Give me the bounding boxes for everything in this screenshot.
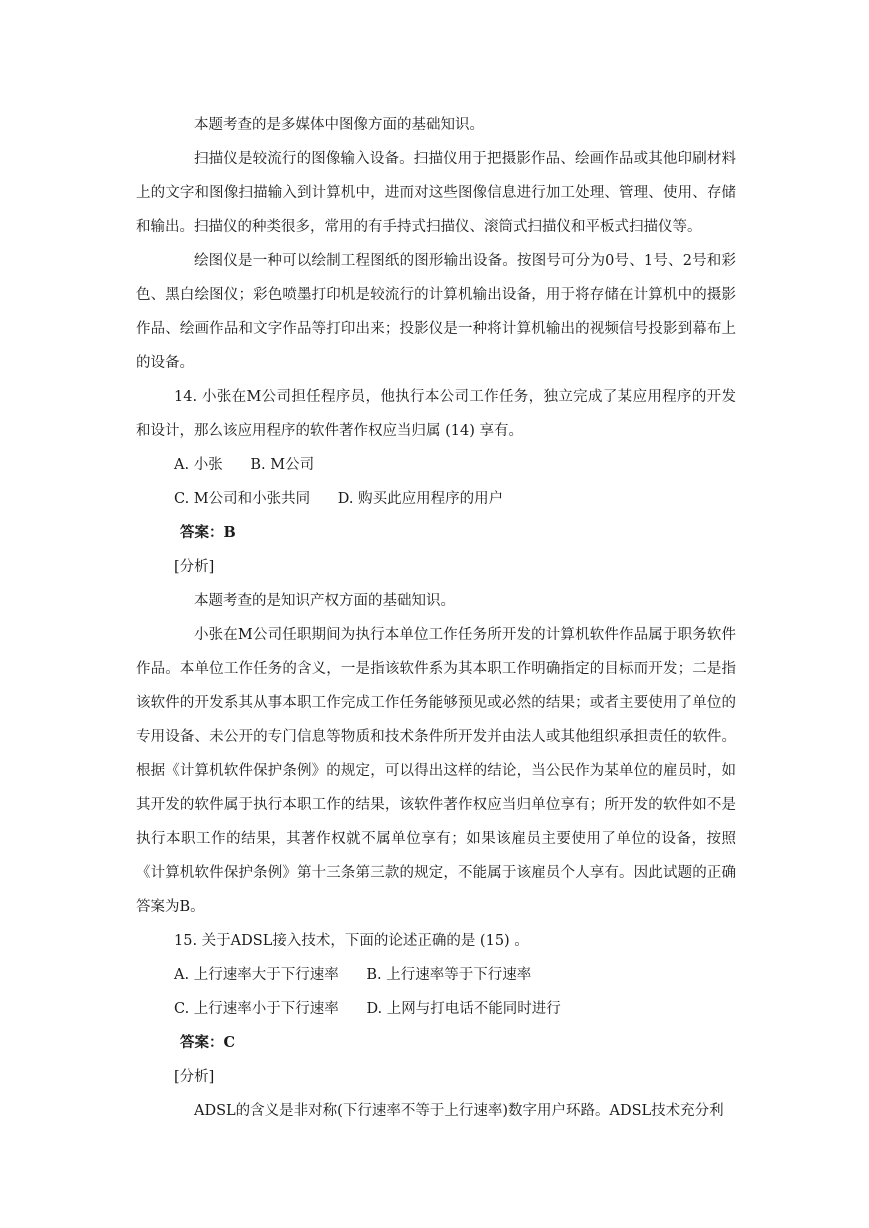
question-15-options-cd: C. 上行速率小于下行速率 D. 上网与打电话不能同时进行 bbox=[174, 1001, 561, 1017]
question-15-options-ab: A. 上行速率大于下行速率 B. 上行速率等于下行速率 bbox=[174, 967, 532, 983]
question-14-answer: 答案：B bbox=[180, 524, 236, 541]
paragraph-adsl: ADSL的含义是非对称(下行速率不等于上行速率)数字用户环路。ADSL技术充分利 bbox=[194, 1103, 724, 1119]
paragraph-scanner: 扫描仪是较流行的图像输入设备。扫描仪用于把摄影作品、绘画作品或其他印刷材料上的文字和图像扫描输入到计算机中，进而对这些图像信息进行加工处理、管理、使用、存储和输出。扫描仪的种类很多，常用的有手持式扫描仪、滚筒式扫描仪和平板式扫描仪等。 bbox=[136, 151, 736, 235]
question-15-answer: 答案：C bbox=[180, 1034, 236, 1051]
paragraph-ip-analysis: 小张在M公司任职期间为执行本单位工作任务所开发的计算机软件作品属于职务软件作品。本单位工作任务的含义，一是指该软件系为其本职工作明确指定的目标而开发；二是指该软件的开发系其从事本职工作完成工作任务能够预见或必然的结果；或者主要使用了单位的专用设备、未公开的专门信息等物质和技术条件所开发并由法人或其他组织承担责任的软件。根据《计算机软件保护条例》的规定，可以得出这样的结论，当公民作为某单位的雇员时，如其开发的软件属于执行本职工作的结果，该软件著作权应当归单位享有；所开发的软件如不是执行本职工作的结果，其著作权就不属单位享有；如果该雇员主要使用了单位的设备，按照《计算机软件保护条例》第十三条第三款的规定，不能属于该雇员个人享有。因此试题的正确答案为B。 bbox=[136, 627, 736, 915]
question-14-options-ab: A. 小张 B. M公司 bbox=[174, 457, 315, 473]
question-14: 14. 小张在M公司担任程序员，他执行本公司工作任务，独立完成了某应用程序的开发和设计，那么该应用程序的软件著作权应当归属 (14) 享有。 bbox=[136, 389, 736, 439]
question-15-analysis-heading: [分析] bbox=[174, 1069, 215, 1085]
question-14-options-cd: C. M公司和小张共同 D. 购买此应用程序的用户 bbox=[174, 491, 504, 507]
question-15: 15. 关于ADSL接入技术，下面的论述正确的是 (15) 。 bbox=[174, 933, 529, 949]
paragraph-plotter: 绘图仪是一种可以绘制工程图纸的图形输出设备。按图号可分为0号、1号、2号和彩色、黑白绘图仪；彩色喷墨打印机是较流行的计算机输出设备，用于将存储在计算机中的摄影作品、绘画作品和文字作品等打印出来；投影仪是一种将计算机输出的视频信号投影到幕布上的设备。 bbox=[136, 253, 736, 371]
document-body bbox=[136, 108, 736, 1128]
paragraph-ip-intro: 本题考查的是知识产权方面的基础知识。 bbox=[194, 593, 455, 609]
question-14-analysis-heading: [分析] bbox=[174, 559, 215, 575]
paragraph-intro-multimedia: 本题考查的是多媒体中图像方面的基础知识。 bbox=[194, 117, 484, 133]
